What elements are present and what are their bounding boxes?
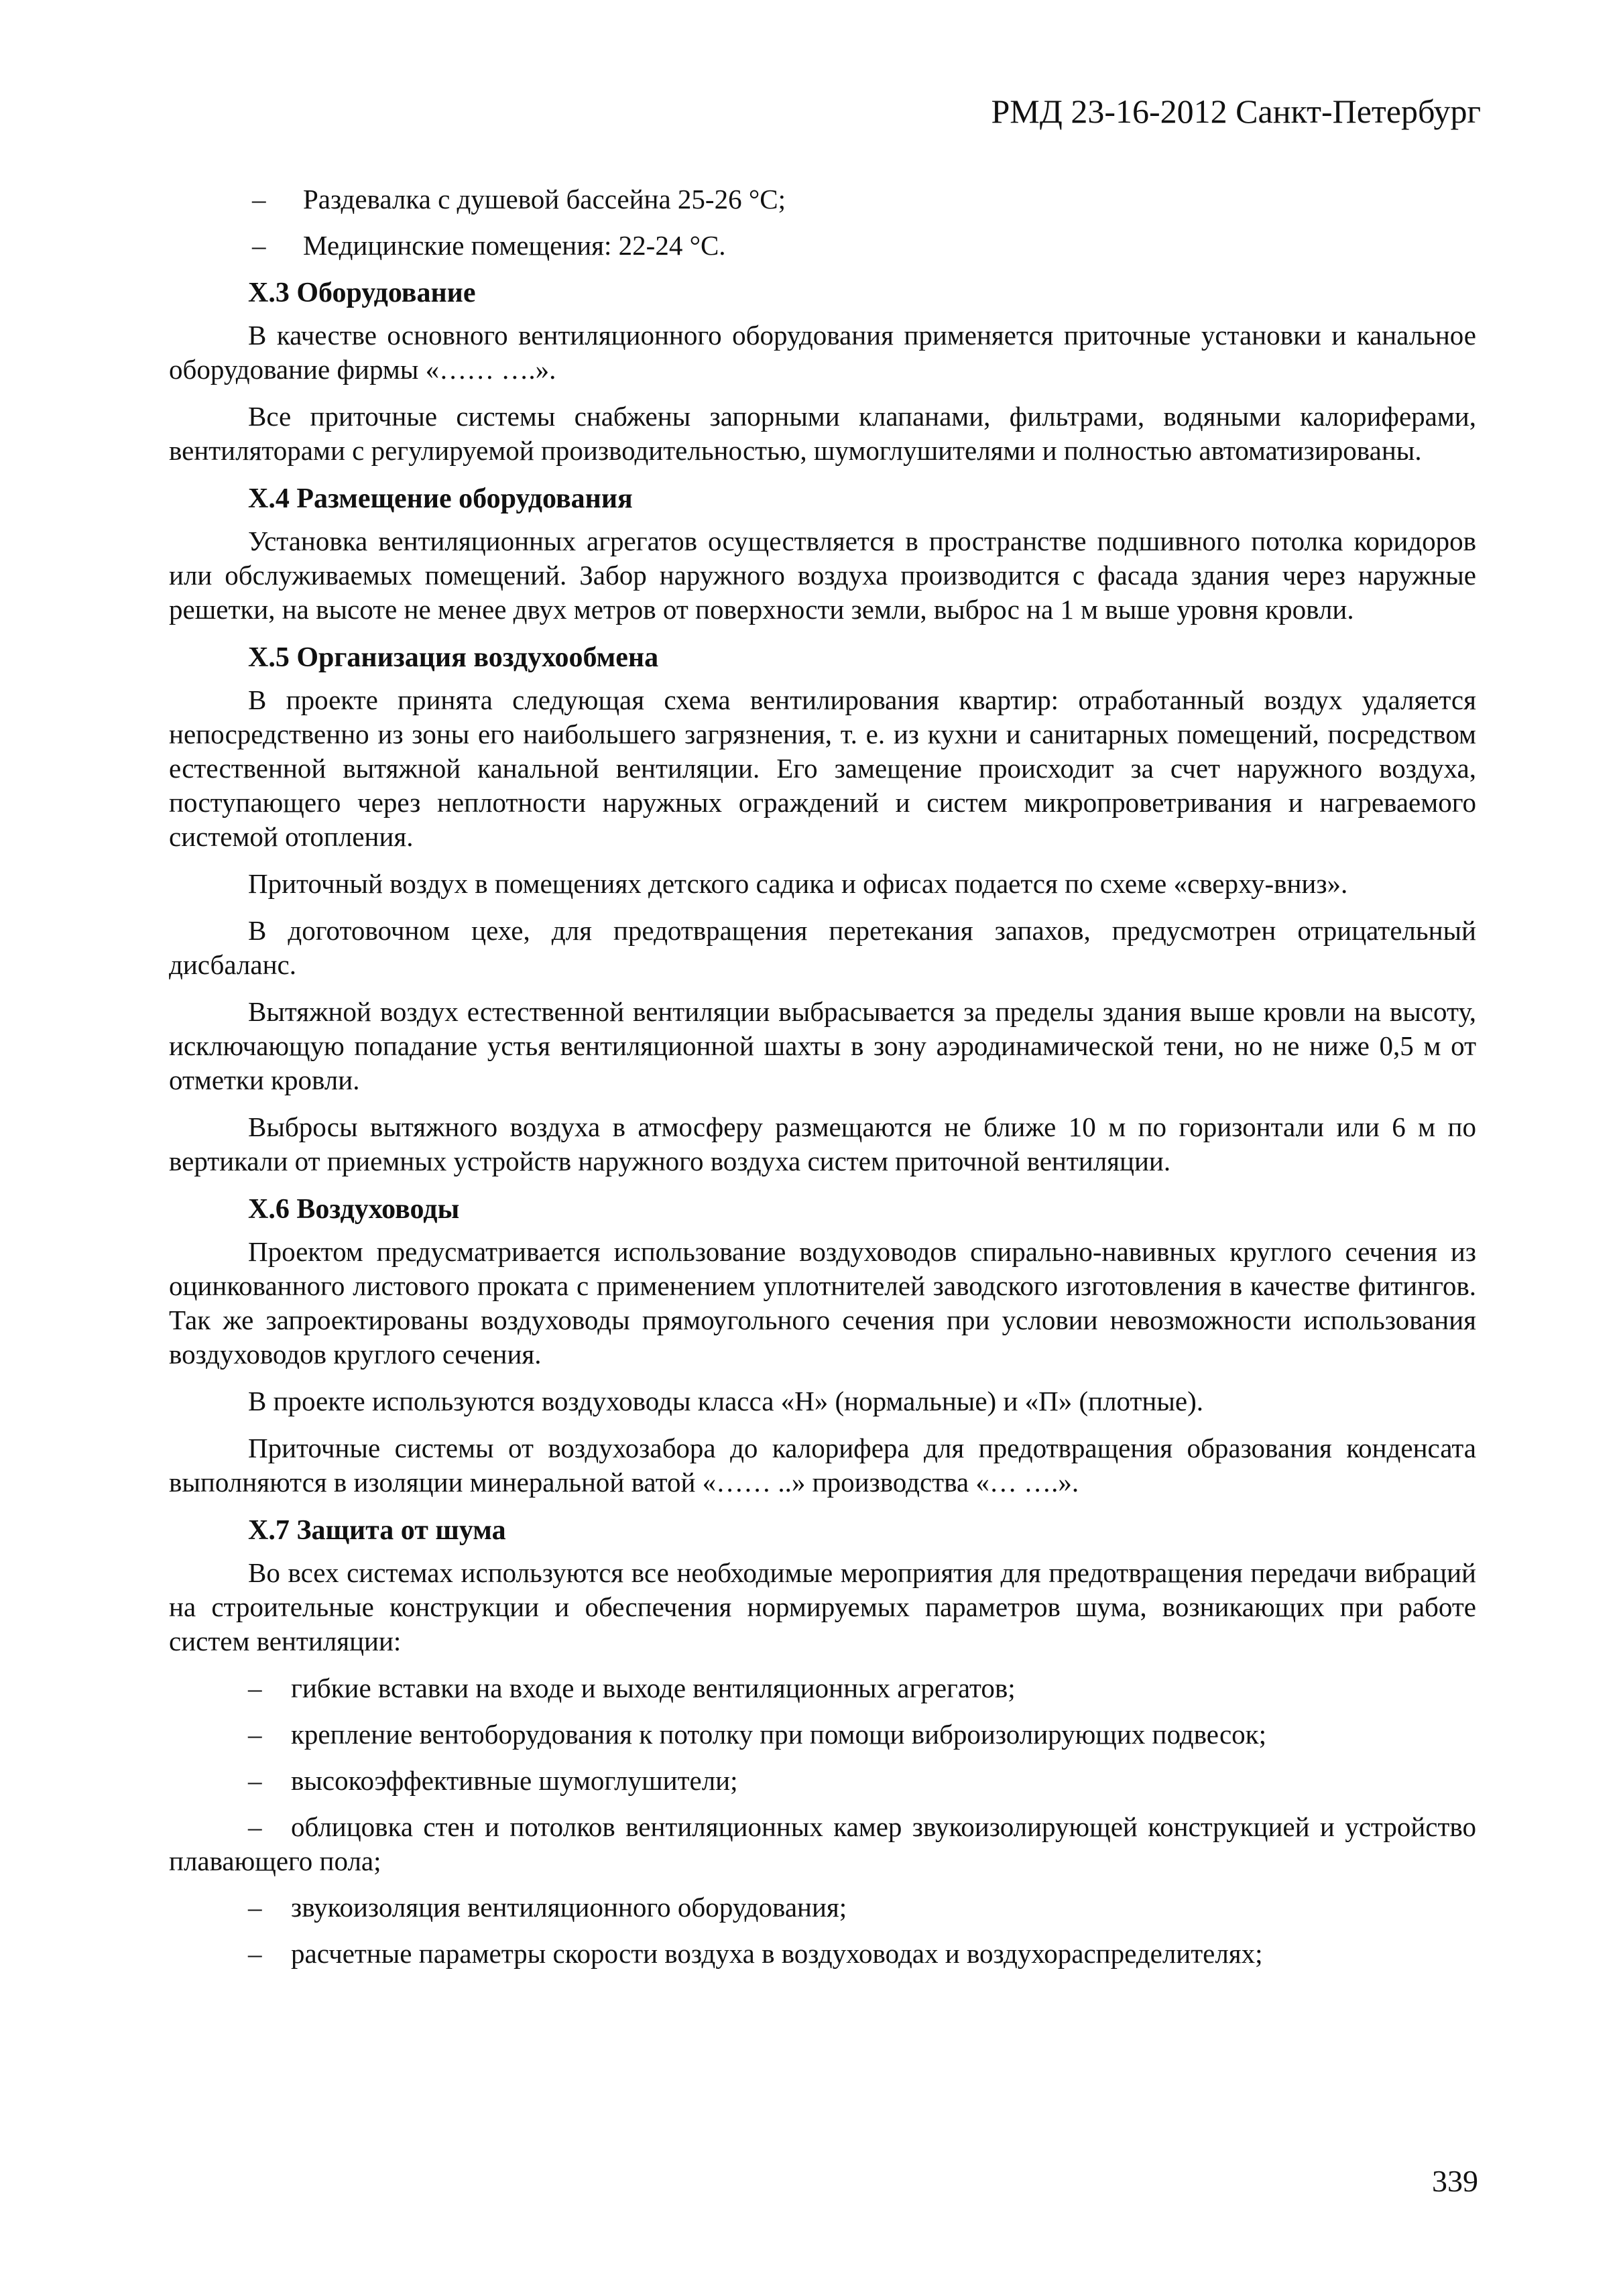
dash-marker: – [248, 1673, 262, 1703]
list-item [169, 1671, 1476, 1705]
list-item [169, 182, 1476, 217]
document-body [169, 182, 1476, 1983]
paragraph: Установка вентиляционных агрегатов осуществляется в пространстве подшивного потолка коридоров или обслуживаемых помещений. Забор наружного воздуха производится с фасада здания через наружные решетки, на высоте не менее двух метров от поверхности земли, выброс на 1 м выше уровня кровли. [169, 526, 1476, 625]
dash-marker: – [248, 1719, 262, 1750]
list-item [169, 1890, 1476, 1925]
dash-marker: – [252, 230, 266, 261]
paragraph: Приточные системы от воздухозабора до калорифера для предотвращения образования конденсата выполняются в изоляции минеральной ватой «…… ..» производства «… ….». [169, 1433, 1476, 1498]
list-item-text: крепление вентоборудования к потолку при помощи виброизолирующих подвесок; [291, 1719, 1266, 1750]
paragraph: Все приточные системы снабжены запорными клапанами, фильтрами, водяными калориферами, вентиляторами с регулируемой производительностью, шумоглушителями и полностью автоматизированы. [169, 401, 1476, 466]
list-item-text: облицовка стен и потолков вентиляционных камер звукоизолирующей конструкцией и устройство плавающего пола; [169, 1811, 1476, 1876]
list-item [169, 229, 1476, 263]
list-item-text: расчетные параметры скорости воздуха в воздуховодах и воздухораспределителях; [291, 1938, 1263, 1969]
paragraph: В проекте используются воздуховоды класса «Н» (нормальные) и «П» (плотные). [248, 1386, 1204, 1416]
list-item [169, 1810, 1476, 1878]
running-header: РМД 23-16-2012 Санкт-Петербург [991, 93, 1481, 130]
dash-marker: – [248, 1765, 262, 1796]
paragraph: Вытяжной воздух естественной вентиляции выбрасывается за пределы здания выше кровли на высоту, исключающую попадание устья вентиляционной шахты в зону аэродинамической тени, но не ниже 0,5 м от отметки кровли. [169, 996, 1476, 1095]
paragraph: Приточный воздух в помещениях детского садика и офисах подается по схеме «сверху-вниз». [248, 868, 1348, 899]
dash-marker: – [248, 1938, 262, 1969]
list-item-text: Раздевалка с душевой бассейна 25-26 °С; [303, 184, 786, 215]
paragraph: Выбросы вытяжного воздуха в атмосферу размещаются не ближе 10 м по горизонтали или 6 м по вертикали от приемных устройств наружного воздуха систем приточной вентиляции. [169, 1111, 1476, 1176]
section-heading-x3: Х.3 Оборудование [248, 278, 476, 308]
dash-marker: – [252, 184, 266, 215]
paragraph: В качестве основного вентиляционного оборудования применяется приточные установки и канальное оборудование фирмы «…… ….». [169, 320, 1476, 385]
section-heading-x7: Х.7 Защита от шума [248, 1515, 506, 1546]
dash-marker: – [248, 1892, 262, 1923]
dash-marker: – [248, 1811, 262, 1842]
list-item-text: гибкие вставки на входе и выходе вентиляционных агрегатов; [291, 1673, 1016, 1703]
list-item-text: высокоэффективные шумоглушители; [291, 1765, 738, 1796]
list-item-text: звукоизоляция вентиляционного оборудования; [291, 1892, 847, 1923]
list-item-text: Медицинские помещения: 22-24 °С. [303, 230, 726, 261]
paragraph: В доготовочном цехе, для предотвращения перетекания запахов, предусмотрен отрицательный дисбаланс. [169, 915, 1476, 980]
paragraph: В проекте принята следующая схема вентилирования квартир: отработанный воздух удаляется непосредственно из зоны его наибольшего загрязнения, т. е. из кухни и санитарных помещений, посредством естественной вытяжной канальной вентиляции. Его замещение происходит за счет наружного воздуха, поступающего через неплотности наружных ограждений и систем микропроветривания и нагреваемого системой отопления. [169, 684, 1476, 852]
list-item [169, 1937, 1476, 1971]
section-heading-x4: Х.4 Размещение оборудования [248, 483, 633, 514]
section-heading-x5: Х.5 Организация воздухообмена [248, 642, 659, 673]
paragraph: Проектом предусматривается использование воздуховодов спирально-навивных круглого сечения из оцинкованного листового проката с применением уплотнителей заводского изготовления в качестве фитингов. Так же запроектированы воздуховоды прямоугольного сечения при условии невозможности использования воздуховодов круглого сечения. [169, 1236, 1476, 1370]
paragraph: Во всех системах используются все необходимые мероприятия для предотвращения передачи вибраций на строительные конструкции и обеспечения нормируемых параметров шума, возникающих при работе систем вентиляции: [169, 1557, 1476, 1656]
section-heading-x6: Х.6 Воздуховоды [248, 1194, 460, 1225]
list-item [169, 1764, 1476, 1798]
list-item [169, 1717, 1476, 1752]
page-number: 339 [1432, 2164, 1478, 2198]
